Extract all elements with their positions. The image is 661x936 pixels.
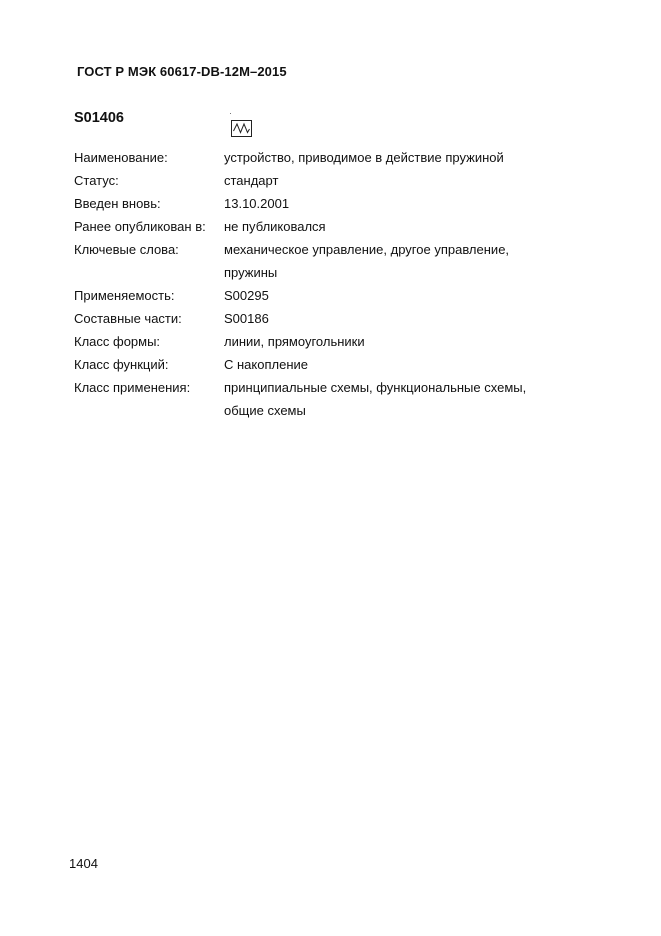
property-value-line: 13.10.2001 — [224, 196, 290, 211]
property-value — [224, 192, 594, 215]
property-value — [224, 376, 594, 422]
property-value-line: общие схемы — [224, 403, 306, 418]
property-row-components — [74, 307, 594, 330]
property-value — [224, 169, 594, 192]
property-value — [224, 284, 594, 307]
property-value-line: линии, прямоугольники — [224, 334, 365, 349]
property-label: Введен вновь: — [74, 196, 161, 211]
property-row-shape-class — [74, 330, 594, 353]
standard-header: ГОСТ Р МЭК 60617-DB-12M–2015 — [77, 64, 287, 79]
property-value — [224, 307, 594, 330]
property-label: Составные части: — [74, 311, 182, 326]
property-value-line: S00186 — [224, 311, 269, 326]
property-row-status — [74, 169, 594, 192]
property-row-function-class — [74, 353, 594, 376]
property-row-introduced — [74, 192, 594, 215]
property-value-line: механическое управление, другое управление, — [224, 242, 510, 257]
property-value — [224, 353, 594, 376]
property-value-line: С накопление — [224, 357, 308, 372]
symbol-id: S01406 — [74, 110, 124, 126]
property-label: Ранее опубликован в: — [74, 219, 206, 234]
property-label: Наименование: — [74, 150, 168, 165]
property-value — [224, 330, 594, 353]
property-list — [74, 146, 594, 422]
property-value-line: стандарт — [224, 173, 279, 188]
property-value — [224, 215, 594, 238]
property-value-line: принципиальные схемы, функциональные схемы, — [224, 380, 527, 395]
property-label: Применяемость: — [74, 288, 175, 303]
property-label: Класс формы: — [74, 334, 161, 349]
property-value — [224, 238, 594, 284]
property-row-applicability — [74, 284, 594, 307]
property-label: Ключевые слова: — [74, 242, 179, 257]
property-row-name — [74, 146, 594, 169]
property-value-line: не публиковался — [224, 219, 326, 234]
property-value-line: устройство, приводимое в действие пружиной — [224, 150, 504, 165]
property-label: Класс применения: — [74, 380, 191, 395]
property-row-keywords — [74, 238, 594, 284]
symbol-reference-dot — [230, 113, 231, 114]
property-value-line: S00295 — [224, 288, 269, 303]
property-row-application-class — [74, 376, 594, 422]
property-value-line: пружины — [224, 265, 278, 280]
spring-symbol-icon — [231, 120, 252, 137]
page-number: 1404 — [69, 856, 98, 871]
property-label: Статус: — [74, 173, 119, 188]
property-value — [224, 146, 594, 169]
property-label: Класс функций: — [74, 357, 169, 372]
property-row-published — [74, 215, 594, 238]
